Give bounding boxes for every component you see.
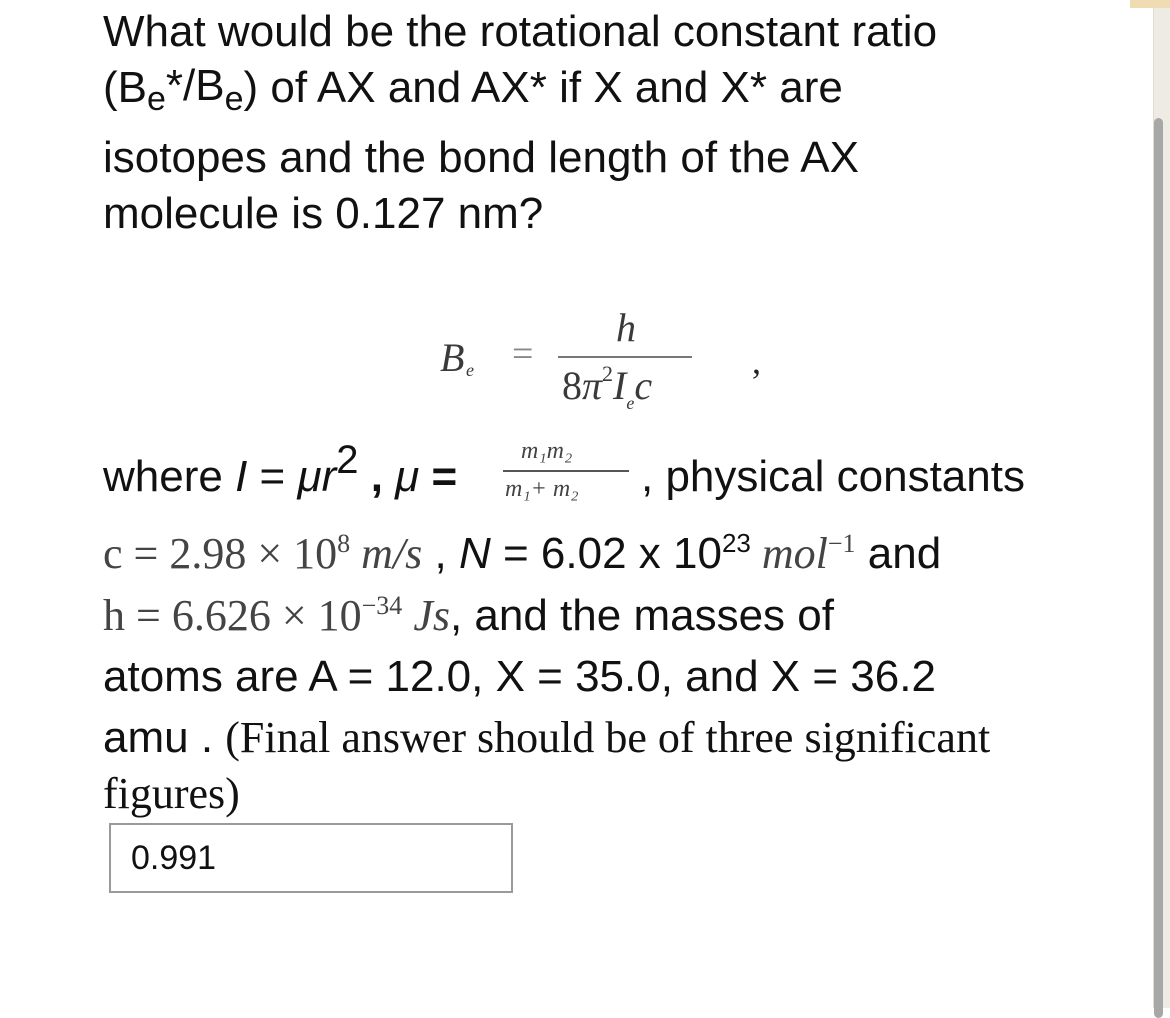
note-line-figures: figures): [103, 769, 240, 818]
reduced-mass-fraction: [503, 438, 633, 508]
amu-note-line: amu . (Final answer should be of three significant: [103, 713, 991, 762]
question-line-1: What would be the rotational constant ratio: [103, 7, 938, 56]
question-line-2: (Be*/Be) of AX and AX* if X and X* are: [103, 61, 843, 118]
constants-line-c-n: $c = 2.98 \times 10^8$ m/s , N = 6.02 x $10^{23}$ mol$^{-1}$ and: [103, 528, 942, 578]
atom-masses-line: atoms are A = 12.0, X = 35.0, and X = 36.2: [103, 652, 936, 701]
formula-lhs-subscript: e: [466, 360, 474, 380]
question-line-4: molecule is 0.127 nm?: [103, 189, 544, 238]
reduced-mass-fraction-bar: [503, 470, 629, 472]
formula-numerator: h: [616, 305, 636, 350]
formula-trailing-comma: ,: [752, 341, 761, 381]
question-line-3: isotopes and the bond length of the AX: [103, 133, 859, 182]
formula-denominator: $8\pi^2I_ec$: [562, 361, 653, 413]
reduced-mass-numerator: m₁m₂: [521, 438, 573, 464]
formula-lhs: B: [440, 335, 465, 380]
formula-fraction-bar: [558, 356, 692, 358]
rotational-constant-formula: [436, 304, 776, 414]
reduced-mass-denominator: m₁+ m₂: [505, 476, 579, 502]
top-edge-strip: [1130, 0, 1170, 8]
where-definitions: where I = μr2 , μ =: [103, 438, 458, 501]
answer-input[interactable]: [109, 823, 513, 893]
constants-line-h: $h = 6.626 \times 10^{-34}$ Js, and the masses of: [103, 591, 834, 640]
formula-equals: =: [512, 333, 534, 375]
vertical-scrollbar[interactable]: [1154, 118, 1163, 1018]
where-line: [103, 438, 1103, 508]
physical-constants-label: , physical constants: [641, 452, 1025, 501]
